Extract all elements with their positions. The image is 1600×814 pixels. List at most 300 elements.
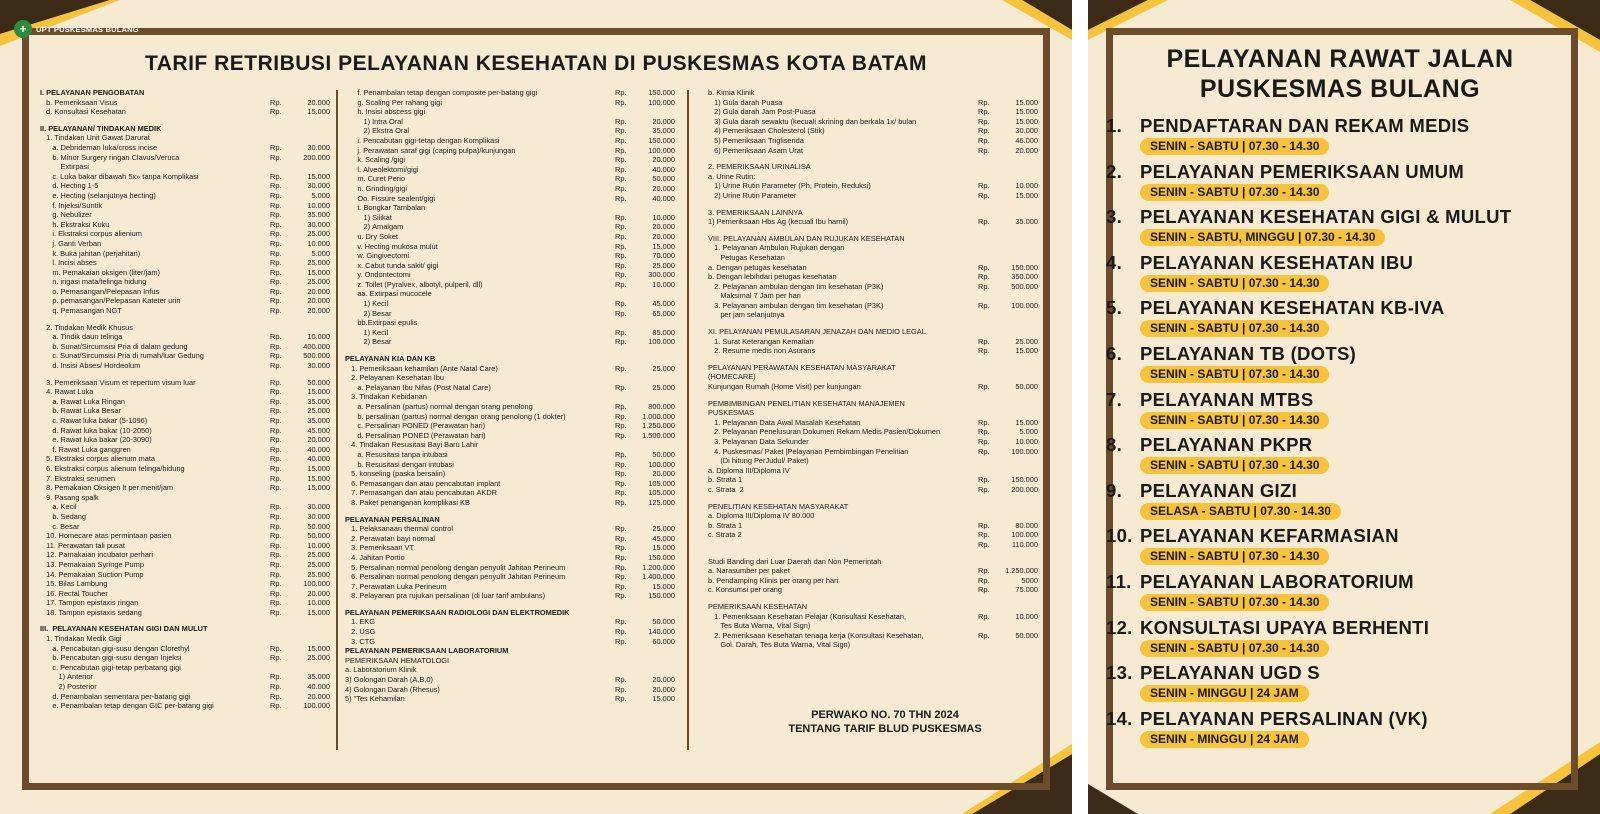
tariff-value: 25.000 <box>307 277 330 287</box>
tariff-row <box>40 416 330 426</box>
tariff-value <box>635 440 675 450</box>
tariff-value <box>998 466 1038 476</box>
tariff-row <box>345 318 675 328</box>
tariff-item-label: a. Pencabutan gigi-susu dengan Clorethyl <box>40 643 190 653</box>
tariff-item-label: a. Resusitasi tanpa intubasi <box>345 449 448 459</box>
currency-label: Rp. <box>270 210 282 220</box>
tariff-item-label: 2. PEMERIKSAAN URINALISA <box>708 162 811 172</box>
tariff-row <box>40 701 330 711</box>
tariff-value: 35.000 <box>307 416 330 425</box>
service-number: 2. <box>1106 160 1123 182</box>
tariff-value: 65.000 <box>652 308 675 318</box>
tariff-row <box>40 608 330 618</box>
tariff-row <box>40 644 330 654</box>
tariff-value: 105.000 <box>648 488 675 498</box>
tariff-value: 30.000 <box>307 511 330 521</box>
service-item <box>1106 617 1586 657</box>
currency-label <box>270 493 290 503</box>
tariff-item-label: Extirpasi <box>40 162 89 172</box>
row-spacer <box>708 550 1038 557</box>
tariff-row <box>708 98 1038 108</box>
tariff-row <box>40 589 330 599</box>
tariff-row <box>708 456 1038 466</box>
currency-label: Rp. <box>615 212 627 222</box>
service-schedule-badge: SENIN - SABTU | 07.30 - 14.30 <box>1140 640 1329 657</box>
tariff-row <box>40 361 330 371</box>
tariff-row <box>40 332 330 342</box>
tariff-row <box>345 498 675 508</box>
tariff-row <box>40 351 330 361</box>
tariff-value: 40.000 <box>652 164 675 174</box>
tariff-row <box>708 540 1038 550</box>
tariff-row <box>708 631 1038 641</box>
currency-label <box>978 640 998 650</box>
tariff-value: 75.000 <box>1015 585 1038 595</box>
tariff-item-label: a. Tindik daun telinga <box>40 332 123 342</box>
section-heading <box>345 515 675 525</box>
currency-label: Rp. <box>270 296 282 306</box>
currency-label: Rp. <box>615 552 627 562</box>
tariff-value: 1.250.000 <box>642 421 675 431</box>
tariff-value: 800.000 <box>648 402 675 411</box>
currency-label <box>978 310 998 320</box>
service-number: 10. <box>1106 525 1133 547</box>
tariff-item-label: a. Diploma III/Diploma IV 80.000 <box>708 511 815 521</box>
tariff-item-label: b. Sunat/Sircumsisi Pria di dalam gedung <box>40 341 188 351</box>
tariff-item-label: b. Pemeriksaan Visus <box>40 97 118 107</box>
tariff-value: 10.000 <box>1015 437 1038 446</box>
tariff-value: 20.000 <box>652 155 675 165</box>
currency-label: Rp. <box>978 107 990 117</box>
tariff-value: 40.000 <box>307 454 330 464</box>
tariff-value <box>290 624 330 634</box>
tariff-row <box>345 543 675 553</box>
currency-label: Rp. <box>978 484 990 494</box>
tariff-value: 150.000 <box>1011 475 1038 485</box>
tariff-value: 70.000 <box>652 251 675 261</box>
tariff-value: 30.000 <box>1015 126 1038 136</box>
tariff-row <box>40 229 330 239</box>
currency-label <box>270 133 290 143</box>
currency-label: Rp. <box>615 684 627 694</box>
currency-label: Rp. <box>270 454 282 464</box>
tariff-value: 10.000 <box>652 212 675 222</box>
currency-label <box>978 88 998 98</box>
service-item <box>1106 252 1586 292</box>
service-number: 1. <box>1106 115 1123 136</box>
service-number: 7. <box>1106 388 1123 410</box>
currency-label: Rp. <box>270 229 282 239</box>
tariff-item-label: 2) Posterior <box>40 682 97 692</box>
tariff-row <box>708 566 1038 576</box>
tariff-row <box>40 541 330 551</box>
tariff-row <box>708 621 1038 631</box>
tariff-row <box>40 98 330 108</box>
tariff-value: 25.000 <box>307 569 330 579</box>
tariff-item-label: 3. Tindakan Kebidanan <box>345 392 427 402</box>
tariff-row <box>708 272 1038 282</box>
tariff-value <box>998 291 1038 301</box>
tariff-item-label: 14. Pemakaian Suction Pump <box>40 569 144 579</box>
tariff-item-label: 2) Besar <box>345 308 392 318</box>
tariff-column-3 <box>708 88 1038 650</box>
currency-label <box>270 323 290 333</box>
tariff-row <box>40 653 330 663</box>
service-number: 5. <box>1106 297 1123 319</box>
tariff-item-label: 3) Golongan Darah (A,B,0) <box>345 675 433 685</box>
tariff-item-label: 3) Gula darah sewaktu (kecuali skrining dan berkala 1x/ bulan <box>708 116 917 126</box>
section-heading <box>40 88 330 98</box>
currency-label: Rp. <box>270 277 282 287</box>
tariff-row <box>345 174 675 184</box>
tariff-value <box>998 557 1038 567</box>
tariff-value <box>998 363 1038 373</box>
tariff-row <box>345 656 675 666</box>
tariff-item-label: 2) Urine Rutin Parameter <box>708 190 797 200</box>
service-name-row <box>1106 571 1586 593</box>
section-heading <box>40 124 330 134</box>
tariff-row <box>345 440 675 450</box>
tariff-row <box>40 435 330 445</box>
tariff-item-label: (HOMECARE) <box>708 372 756 382</box>
tariff-value: 25.000 <box>307 550 330 560</box>
tariff-item-label: bb.Extirpasi epulis <box>345 318 418 328</box>
service-item <box>1106 161 1586 201</box>
service-name-row <box>1106 297 1586 319</box>
tariff-item-label: PELAYANAN PERSALINAN <box>345 514 440 524</box>
currency-label: Rp. <box>615 116 627 126</box>
tariff-value: 25.000 <box>307 559 330 569</box>
tariff-item-label: d. Penambalan sementara per-batang gigi <box>40 691 191 701</box>
currency-label: Rp. <box>270 483 282 493</box>
tariff-value: 15.000 <box>1015 116 1038 126</box>
tariff-item-label: a. Dengan petugas kesehatan <box>708 262 807 272</box>
tariff-item-label: b. Sedang <box>40 511 87 521</box>
tariff-item-label: 1. Pemeriksaan Kesehatan Pelajar (Konsultasi Kesehatan, <box>708 611 907 621</box>
currency-label <box>270 634 290 644</box>
section-heading <box>345 608 675 618</box>
tariff-row <box>708 243 1038 253</box>
tariff-row <box>345 289 675 299</box>
currency-label: Rp. <box>270 425 282 435</box>
tariff-item-label: c. Strata 2 <box>708 484 744 494</box>
tariff-row <box>345 98 675 108</box>
tariff-row <box>345 591 675 601</box>
currency-label <box>978 511 998 521</box>
currency-label <box>978 372 998 382</box>
tariff-row <box>345 572 675 582</box>
tariff-item-label: Tes Buta Warna, Vital Sign) <box>708 621 811 631</box>
currency-label: Rp. <box>978 336 990 346</box>
tariff-item-label: 9. Pasang spalk <box>40 492 99 502</box>
tariff-row <box>708 447 1038 457</box>
tariff-item-label: n. Grinding/gigi <box>345 183 408 193</box>
tariff-item-label: a. Urine Rutin: <box>708 171 756 181</box>
regulation-line: TENTANG TARIF BLUD PUSKESMAS <box>788 723 982 735</box>
tariff-value: 5.000 <box>311 190 330 200</box>
tariff-item-label: 17. Tampon epistaxis ringan <box>40 598 139 608</box>
service-name: PELAYANAN MTBS <box>1140 388 1314 410</box>
service-item <box>1106 480 1586 520</box>
service-item <box>1106 571 1586 611</box>
tariff-item-label: 1. Tindakan Unit Gawat Darurat <box>40 133 150 143</box>
currency-label: Rp. <box>978 520 990 530</box>
tariff-item-label: b. Pencabutan gigi-susu dengan Injeksi <box>40 653 182 663</box>
currency-label <box>615 440 635 450</box>
currency-label <box>978 172 998 182</box>
tariff-row <box>345 136 675 146</box>
currency-label <box>978 234 998 244</box>
service-name-row <box>1106 161 1586 183</box>
tariff-item-label: 4. Tindakan Resusitasi Bayi Baru Lahir <box>345 440 479 450</box>
currency-label: Rp. <box>270 396 282 406</box>
currency-label <box>978 243 998 253</box>
tariff-row <box>40 464 330 474</box>
tariff-value: 100.000 <box>648 459 675 469</box>
tariff-value <box>290 663 330 673</box>
tariff-value: 100.000 <box>1011 530 1038 540</box>
tariff-item-label: I. PELAYANAN PENGOBATAN <box>40 88 145 97</box>
tariff-row <box>708 253 1038 263</box>
tariff-item-label: 3. Pemeriksaan Visum et repertum visum luar <box>40 377 196 387</box>
service-name: PELAYANAN PKPR <box>1140 434 1313 456</box>
tariff-row <box>708 107 1038 117</box>
tariff-item-label: k. Buka jahitan (perjahitan) <box>40 248 141 258</box>
currency-label: Rp. <box>978 181 990 191</box>
currency-label: Rp. <box>615 337 627 347</box>
currency-label <box>978 291 998 301</box>
tariff-value: 500.000 <box>303 351 330 361</box>
tariff-value: 35.000 <box>307 210 330 220</box>
currency-label <box>615 354 635 364</box>
tariff-item-label: 15. Bilas Lambung <box>40 579 108 589</box>
tariff-item-label: d. Persalinan PONED (Perawatan hari) <box>345 430 486 440</box>
currency-label: Rp. <box>270 341 282 351</box>
tariff-item-label: Oo. Fissure sealent/gigi <box>345 193 435 203</box>
tariff-value: 15.000 <box>1015 97 1038 107</box>
currency-label: Rp. <box>978 217 990 227</box>
row-spacer <box>708 356 1038 363</box>
service-number: 12. <box>1106 616 1133 638</box>
service-schedule-badge: SENIN - SABTU | 07.30 - 14.30 <box>1140 548 1329 565</box>
currency-label: Rp. <box>615 193 627 203</box>
tariff-row <box>345 373 675 383</box>
tariff-row <box>40 287 330 297</box>
tariff-value <box>998 208 1038 218</box>
tariff-value: 35.000 <box>307 396 330 406</box>
currency-label: Rp. <box>978 190 990 200</box>
tariff-item-label: k. Scaling /gigi <box>345 155 405 165</box>
currency-label: Rp. <box>270 607 282 617</box>
tariff-item-label: 1. Pelaksanaan thermal control <box>345 524 454 534</box>
tariff-row <box>40 277 330 287</box>
tariff-value <box>635 107 675 117</box>
tariff-value: 100.000 <box>1011 300 1038 310</box>
tariff-item-label: f. Penambalan tetap dengan composite per-batang gigi <box>345 88 538 97</box>
tariff-value: 30.000 <box>307 219 330 229</box>
tariff-value: 5000 <box>1021 575 1038 585</box>
tariff-value: 300.000 <box>648 270 675 280</box>
currency-label: Rp. <box>615 402 627 411</box>
tariff-item-label: per jam selanjutnya <box>708 310 785 320</box>
currency-label: Rp. <box>270 107 282 117</box>
tariff-item-label: 1. Pelayanan Ambulan Rujukan dengan <box>708 243 845 253</box>
tariff-row <box>40 483 330 493</box>
tariff-value: 15.000 <box>307 463 330 473</box>
tariff-row <box>40 598 330 608</box>
tariff-value <box>290 162 330 172</box>
tariff-item-label: 1) Anterior <box>40 672 93 682</box>
tariff-value: 150.000 <box>648 591 675 601</box>
tariff-value: 15.000 <box>307 171 330 181</box>
tariff-row <box>345 694 675 704</box>
currency-label <box>615 318 635 328</box>
currency-label <box>615 608 635 618</box>
currency-label <box>978 557 998 567</box>
tariff-item-label: 3. Pelayanan Data Sekunder <box>708 437 809 446</box>
tariff-value <box>635 646 675 656</box>
tariff-item-label: 1. Surat Keterangan Kematian <box>708 336 814 346</box>
tariff-item-label: 6. Pemasangan dan atau pencabutan implant <box>345 478 501 488</box>
tariff-row <box>708 208 1038 218</box>
tariff-item-label: (Di hitung PerJudul/ Paket) <box>708 456 809 466</box>
tariff-value <box>998 602 1038 612</box>
tariff-item-label: a. Diploma III/Diploma IV <box>708 465 790 475</box>
tariff-value: 20.000 <box>652 116 675 126</box>
service-schedule-badge: SENIN - SABTU, MINGGU | 07.30 - 14.30 <box>1140 229 1385 246</box>
tariff-row <box>40 387 330 397</box>
service-number: 14. <box>1106 707 1133 729</box>
service-schedule-badge: SENIN - SABTU | 07.30 - 14.30 <box>1140 184 1329 201</box>
tariff-value: 10.000 <box>307 598 330 608</box>
tariff-column-1 <box>40 88 330 711</box>
tariff-item-label: q. Pemasangan NGT <box>40 306 122 316</box>
tariff-value: 20.000 <box>307 286 330 296</box>
service-name-row <box>1106 708 1586 730</box>
tariff-row <box>40 153 330 163</box>
tariff-row <box>40 579 330 589</box>
tariff-value: 200.000 <box>303 152 330 162</box>
tariff-item-label <box>708 540 978 550</box>
tariff-row <box>345 203 675 213</box>
tariff-row <box>708 382 1038 392</box>
tariff-value: 40.000 <box>307 444 330 454</box>
tariff-item-label: 7. Ekstraksi serumen <box>40 473 116 483</box>
tariff-row <box>708 427 1038 437</box>
tariff-row <box>40 249 330 259</box>
tariff-row <box>708 602 1038 612</box>
tariff-row <box>708 418 1038 428</box>
currency-label: Rp. <box>615 135 627 145</box>
tariff-value: 25.000 <box>652 524 675 534</box>
service-number: 4. <box>1106 251 1123 273</box>
tariff-value: 20.000 <box>652 675 675 685</box>
tariff-row <box>708 399 1038 409</box>
tariff-row <box>708 301 1038 311</box>
service-item <box>1106 525 1586 565</box>
service-name: PELAYANAN KESEHATAN KB-IVA <box>1140 297 1445 319</box>
tariff-row <box>40 634 330 644</box>
tariff-item-label: Kunjungan Rumah (Home Visit) per kunjungan <box>708 382 861 392</box>
tariff-row <box>345 617 675 627</box>
currency-label: Rp. <box>615 222 627 232</box>
tariff-value <box>290 88 330 98</box>
tariff-value: 30.000 <box>307 181 330 191</box>
tariff-value: 10.000 <box>1015 181 1038 191</box>
row-spacer <box>708 201 1038 208</box>
service-item <box>1106 343 1586 383</box>
tariff-value: 5.000 <box>1019 427 1038 437</box>
tariff-item-label: z. Toilet (Pyralvex, albotyl, pulperil, dll) <box>345 279 483 289</box>
tariff-value: 50.000 <box>1015 630 1038 640</box>
tariff-value: 25.000 <box>652 260 675 270</box>
tariff-value: 20.000 <box>307 296 330 306</box>
tariff-item-label: 5) Pemeriksaan Trigliserida <box>708 135 804 145</box>
currency-label: Rp. <box>270 286 282 296</box>
currency-label <box>615 203 635 213</box>
tariff-value: 50.000 <box>652 617 675 627</box>
currency-label: Rp. <box>615 675 627 685</box>
currency-label: Rp. <box>615 97 627 107</box>
tariff-item-label: Petugas Kesehatan <box>708 252 785 262</box>
tariff-item-label: d. Insisi Abses/ Hordeolum <box>40 361 141 371</box>
currency-label: Rp. <box>270 171 282 181</box>
currency-label: Rp. <box>615 174 627 184</box>
tariff-row <box>345 553 675 563</box>
tariff-item-label: 3. Pelayanan ambulan dengan tim kesehatan (P3K) <box>708 300 884 310</box>
tariff-item-label: 13. Pemakaian Syringe Pump <box>40 559 144 569</box>
tariff-row <box>345 675 675 685</box>
tariff-row <box>345 107 675 117</box>
service-name-row <box>1106 343 1586 365</box>
currency-label: Rp. <box>615 469 627 479</box>
tariff-item-label: u. Dry Soket <box>345 231 398 241</box>
tariff-value: 350.000 <box>1011 272 1038 282</box>
tariff-row <box>345 637 675 647</box>
tariff-row <box>345 328 675 338</box>
health-cross-icon: + <box>14 20 32 38</box>
tariff-value: 15.000 <box>307 107 330 117</box>
currency-label: Rp. <box>270 511 282 521</box>
currency-label: Rp. <box>978 272 990 282</box>
tariff-item-label: 2. Pemeriksaan Kesehatan tenaga kerja (Konsultasi Kesehatan, <box>708 630 924 640</box>
tariff-row <box>40 531 330 541</box>
tariff-row <box>40 191 330 201</box>
tariff-item-label: a. Laboratorium Klinik <box>345 665 417 675</box>
tariff-value: 1.250.000 <box>1005 566 1038 576</box>
tariff-row <box>40 181 330 191</box>
currency-label: Rp. <box>615 88 627 97</box>
tariff-row <box>40 426 330 436</box>
currency-label <box>978 399 998 409</box>
tariff-value: 20.000 <box>307 435 330 445</box>
currency-label: Rp. <box>615 260 627 270</box>
row-spacer <box>40 371 330 378</box>
service-item <box>1106 389 1586 429</box>
tariff-item-label: t. Bongkar Tambalan <box>345 203 426 213</box>
service-name: PELAYANAN KESEHATAN GIGI & MULUT <box>1140 206 1512 228</box>
currency-label: Rp. <box>270 238 282 248</box>
tariff-row <box>708 576 1038 586</box>
tariff-value: 20.000 <box>652 222 675 232</box>
currency-label: Rp. <box>270 463 282 473</box>
tariff-item-label: e. Hecting (selanjutnya hecting) <box>40 190 156 200</box>
tariff-row <box>345 242 675 252</box>
service-schedule-badge: SENIN - MINGGU | 24 JAM <box>1140 731 1309 748</box>
tariff-value: 15.000 <box>1015 346 1038 356</box>
currency-label: Rp. <box>615 430 627 440</box>
tariff-row <box>708 511 1038 521</box>
